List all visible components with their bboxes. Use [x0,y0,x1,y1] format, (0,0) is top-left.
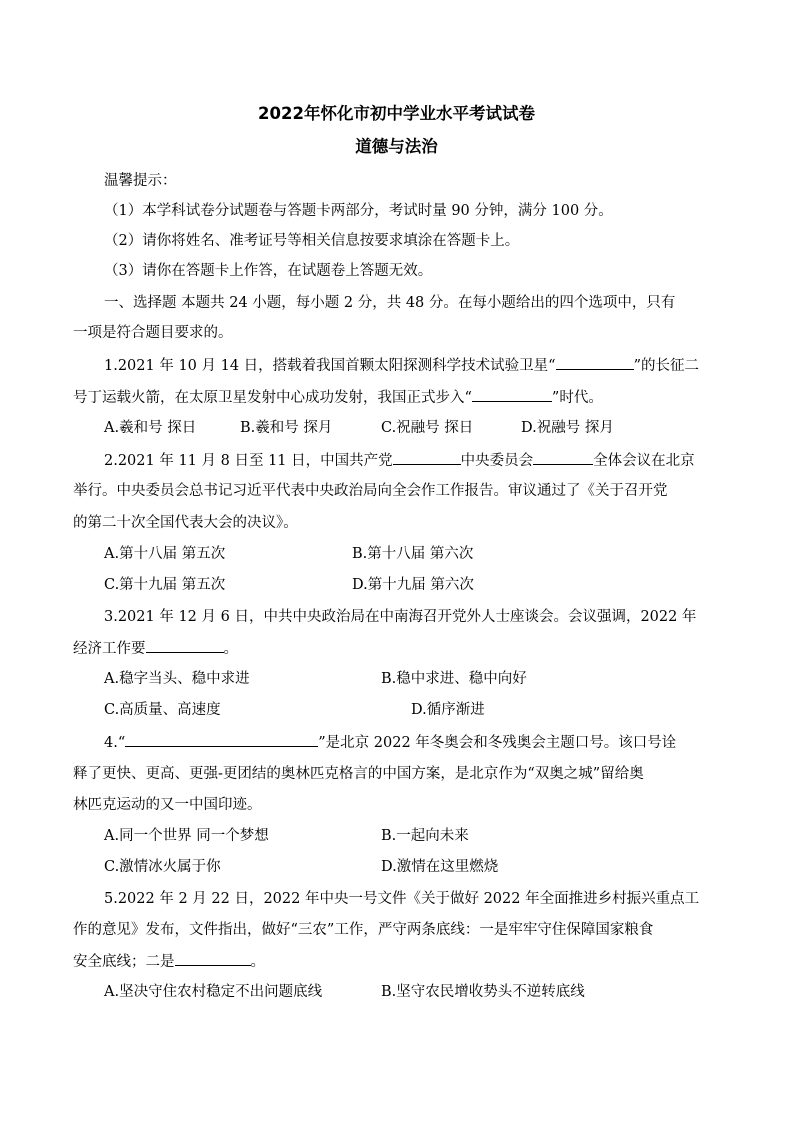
question-2-stem-cont: 举行。中央委员会总书记习近平代表中央政治局向全会作工作报告。审议通过了《关于召开党 [73,483,668,499]
answer-blank [556,355,634,370]
option: C.激情冰火属于你 [104,859,221,875]
exam-title: 2022年怀化市初中学业水平考试试卷 [258,104,535,123]
question-2-stem-cont: 的第二十次全国代表大会的决议》。 [73,515,298,531]
stem-text: ”是北京 2022 年冬奥会和冬残奥会主题口号。该口号诠 [318,735,677,751]
option: D.第十九届 第六次 [352,577,474,593]
stem-text: 安全底线；二是 [73,954,175,970]
option: D.循序渐进 [411,702,485,718]
question-1-stem-cont [73,387,603,408]
stem-text: 。 [223,641,238,657]
option: C.第十九届 第五次 [104,577,226,593]
question-3-stem: 3.2021 年 12 月 6 日，中共中央政治局在中南海召开党外人士座谈会。会议强调，2022 年 [104,609,697,625]
notice-item: （1）本学科试卷分试题卷与答题卡两部分，考试时量 90 分钟，满分 100 分。 [104,203,613,219]
question-2-stem [104,450,695,471]
option: D.祝融号 探月 [521,420,614,436]
stem-text: ”的长征二 [633,358,700,374]
stem-text: 中央委员会 [460,453,534,469]
stem-text: 经济工作要 [73,641,146,657]
section-heading-cont: 一项是符合题目要求的。 [73,325,233,341]
option: D.激情在这里燃烧 [381,859,499,875]
answer-blank [472,387,552,402]
option: A.羲和号 探日 [104,420,197,436]
question-5-stem: 5.2022 年 2 月 22 日，2022 年中央一号文件《关于做好 2022 年全面推进乡村振兴重点工 [104,891,700,907]
option: B.坚守农民增收势头不逆转底线 [381,984,585,1000]
stem-text: 2.2021 年 11 月 8 日至 11 日，中国共产党 [104,453,393,469]
notice-item: （3）请你在答题卡上作答，在试题卷上答题无效。 [104,263,433,279]
stem-text: 4.“ [104,735,126,751]
option: A.坚决守住农村稳定不出问题底线 [104,984,323,1000]
section-heading: 一、选择题 本题共 24 小题，每小题 2 分，共 48 分。在每小题给出的四个选项中，只有 [104,295,676,311]
notice-item: （2）请你将姓名、准考证号等相关信息按要求填涂在答题卡上。 [104,233,520,249]
exam-subject: 道德与法治 [355,137,438,156]
stem-text: 1.2021 年 10 月 14 日，搭载着我国首颗太阳探测科学技术试验卫星“ [104,358,556,374]
option: B.一起向未来 [381,828,469,844]
stem-text: 全体会议在北京 [593,453,695,469]
option: C.祝融号 探日 [381,420,474,436]
option: B.稳中求进、稳中向好 [381,671,527,687]
question-5-stem-cont: 作的意见》发布，文件指出，做好“三农”工作，严守两条底线：一是牢牢守住保障国家粮食 [73,922,654,938]
answer-blank [533,450,593,465]
answer-blank [146,638,224,653]
question-4-stem [104,732,676,753]
question-3-stem-cont [73,638,238,659]
answer-blank [125,732,318,747]
answer-blank [393,450,461,465]
question-5-stem-cont [73,951,265,972]
option: A.稳字当头、稳中求进 [104,671,250,687]
stem-text: ”时代。 [551,390,603,406]
notice-label: 温馨提示： [104,173,177,189]
answer-blank [175,951,251,966]
option: A.第十八届 第五次 [104,546,226,562]
question-1-stem [104,355,699,376]
option: B.羲和号 探月 [240,420,333,436]
stem-text: 。 [250,954,265,970]
option: B.第十八届 第六次 [352,546,474,562]
question-4-stem-cont: 释了更快、更高、更强-更团结的奥林匹克格言的中国方案，是北京作为“双奥之城”留给奥 [73,766,644,782]
stem-text: 号丁运载火箭，在太原卫星发射中心成功发射，我国正式步入“ [73,390,472,406]
option: C.高质量、高速度 [104,702,221,718]
question-4-stem-cont: 林匹克运动的又一中国印迹。 [73,797,262,813]
option: A.同一个世界 同一个梦想 [104,828,269,844]
